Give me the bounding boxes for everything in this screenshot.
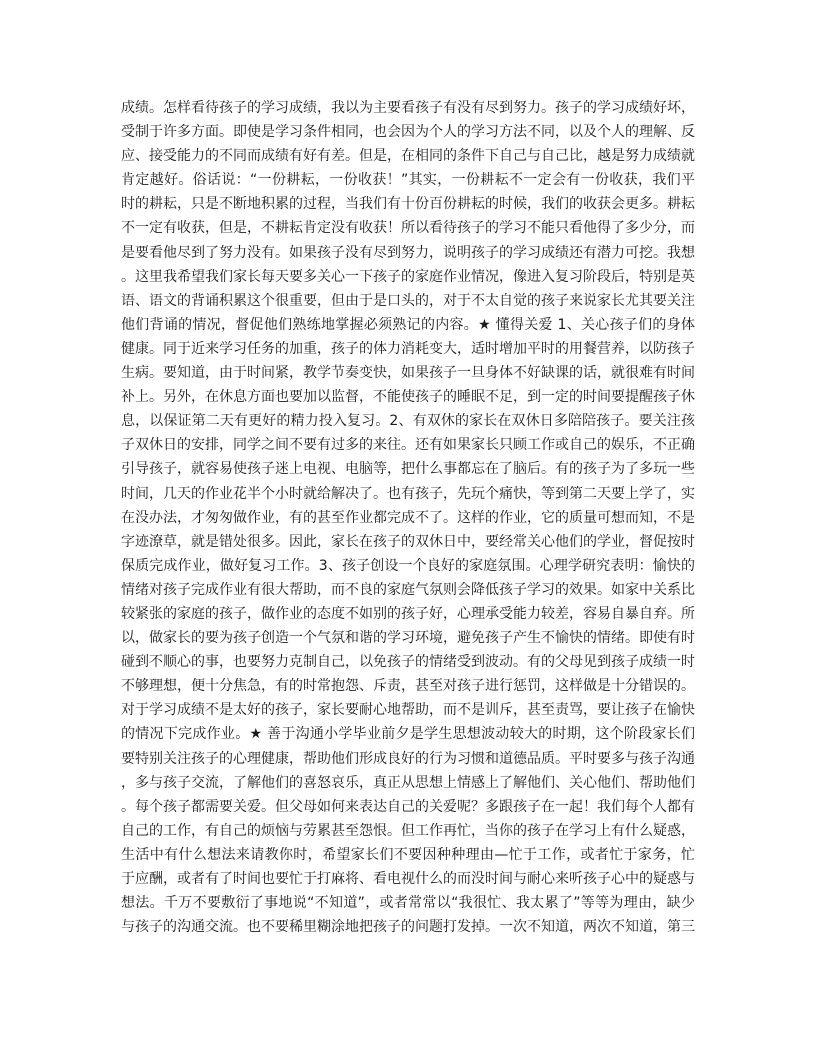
text-line-18: 在没办法，才匆匆做作业，有的甚至作业都完成不了。这样的作业，它的质量可想而知，不是 <box>121 509 695 526</box>
text-line-33: 于应酬，或者有了时间也要忙于打麻将、看电视什么的而没时间与耐心来听孩子心中的疑惑与 <box>121 871 695 887</box>
text-line-15: 子双休日的安排，同学之间不要有过多的来往。还有如果家长只顾工作或自己的娱乐，不正确 <box>121 437 695 454</box>
text-line-31: 自己的工作，有自己的烦恼与劳累甚至怨恨。但工作再忙，当你的孩子在学习上有什么疑惑， <box>121 822 695 839</box>
text-line-5: 时的耕耘，只是不断地积累的过程，当我们有十份百份耕耘的时候，我们的收获会更多。耕耘 <box>121 196 695 213</box>
text-line-6: 不一定有收获，但是，不耕耘肯定没有收获！所以看待孩子的学习不能只看他得了多少分，而 <box>121 220 695 237</box>
text-line-27: 的情况下完成作业。★ 善于沟通小学毕业前夕是学生思想波动较大的时期，这个阶段家长们 <box>121 726 695 743</box>
text-line-28: 要特别关注孩子的心理健康，帮助他们形成良好的行为习惯和道德品质。平时要多与孩子沟通 <box>121 750 695 767</box>
text-line-14: 息，以保证第二天有更好的精力投入复习。2、有双休的家长在双休日多陪陪孩子。要关注孩 <box>121 413 695 430</box>
text-line-34: 想法。千万不要敷衍了事地说“不知道”，或者常常以“我很忙、我太累了”等等为理由，缺少 <box>121 895 695 912</box>
text-line-21: 情绪对孩子完成作业有很大帮助，而不良的家庭气氛则会降低孩子学习的效果。如家中关系比 <box>121 581 695 598</box>
text-line-20: 保质完成作业，做好复习工作。3、孩子创设一个良好的家庭氛围。心理学研究表明：愉快的 <box>121 557 695 574</box>
text-line-7: 是要看他尽到了努力没有。如果孩子没有尽到努力，说明孩子的学习成绩还有潜力可挖。我想 <box>121 244 695 261</box>
text-line-13: 补上。另外，在休息方面也要加以监督，不能使孩子的睡眠不足，到一定的时间要提醒孩子休 <box>121 389 695 406</box>
text-line-1: 成绩。怎样看待孩子的学习成绩，我以为主要看孩子有没有尽到努力。孩子的学习成绩好坏， <box>121 100 695 116</box>
text-line-29: ，多与孩子交流，了解他们的喜怒哀乐，真正从思想上情感上了解他们、关心他们、帮助他们 <box>121 774 695 791</box>
text-line-32: 生活中有什么想法来请教你时，希望家长们不要因种种理由—忙于工作，或者忙于家务，忙 <box>121 846 695 863</box>
text-line-12: 生病。要知道，由于时间紧，教学节奏变快，如果孩子一旦身体不好缺课的话，就很难有时间 <box>121 365 695 382</box>
text-line-30: 。每个孩子都需要关爱。但父母如何来表达自己的关爱呢？多跟孩子在一起！我们每个人都有 <box>121 798 695 815</box>
text-line-16: 引导孩子，就容易使孩子迷上电视、电脑等，把什么事都忘在了脑后。有的孩子为了多玩一些 <box>121 461 695 478</box>
text-line-10: 他们背诵的情况，督促他们熟练地掌握必须熟记的内容。★ 懂得关爱 1、关心孩子们的身体 <box>121 316 695 333</box>
text-line-19: 字迹潦草，就是错处很多。因此，家长在孩子的双休日中，要经常关心他们的学业，督促按时 <box>121 533 695 550</box>
text-line-3: 应、接受能力的不同而成绩有好有差。但是，在相同的条件下自己与自己比，越是努力成绩就 <box>121 148 695 165</box>
text-line-22: 较紧张的家庭的孩子，做作业的态度不如别的孩子好，心理承受能力较差，容易自暴自弃。所 <box>121 605 695 622</box>
text-line-4: 肯定越好。俗话说：“一份耕耘，一份收获！”其实，一份耕耘不一定会有一份收获，我们平 <box>121 172 695 189</box>
text-line-25: 不够理想，便十分焦急，有的时常抱怨、斥责，甚至对孩子进行惩罚，这样做是十分错误的。 <box>121 678 695 695</box>
text-line-26: 对于学习成绩不是太好的孩子，家长要耐心地帮助，而不是训斥，甚至责骂，要让孩子在愉快 <box>121 702 695 719</box>
text-line-9: 语、语文的背诵积累这个很重要，但由于是口头的，对于不太自觉的孩子来说家长尤其要关注 <box>121 292 695 309</box>
text-line-2: 受制于许多方面。即使是学习条件相同，也会因为个人的学习方法不同，以及个人的理解、反 <box>121 124 695 141</box>
text-line-8: 。这里我希望我们家长每天要多关心一下孩子的家庭作业情况，像进入复习阶段后，特别是英 <box>121 268 695 285</box>
body-text <box>121 96 695 939</box>
text-line-24: 碰到不顺心的事，也要努力克制自己，以免孩子的情绪受到波动。有的父母见到孩子成绩一时 <box>121 654 695 671</box>
text-line-35: 与孩子的沟通交流。也不要稀里糊涂地把孩子的问题打发掉。一次不知道，两次不知道，第三 <box>121 919 695 936</box>
text-line-11: 健康。同于近来学习任务的加重，孩子的体力消耗变大，适时增加平时的用餐营养，以防孩子 <box>121 340 695 357</box>
text-line-23: 以，做家长的要为孩子创造一个气氛和谐的学习环境，避免孩子产生不愉快的情绪。即使有时 <box>121 630 695 647</box>
text-line-17: 时间，几天的作业花半个小时就给解决了。也有孩子，先玩个痛快，等到第二天要上学了，实 <box>121 485 695 502</box>
